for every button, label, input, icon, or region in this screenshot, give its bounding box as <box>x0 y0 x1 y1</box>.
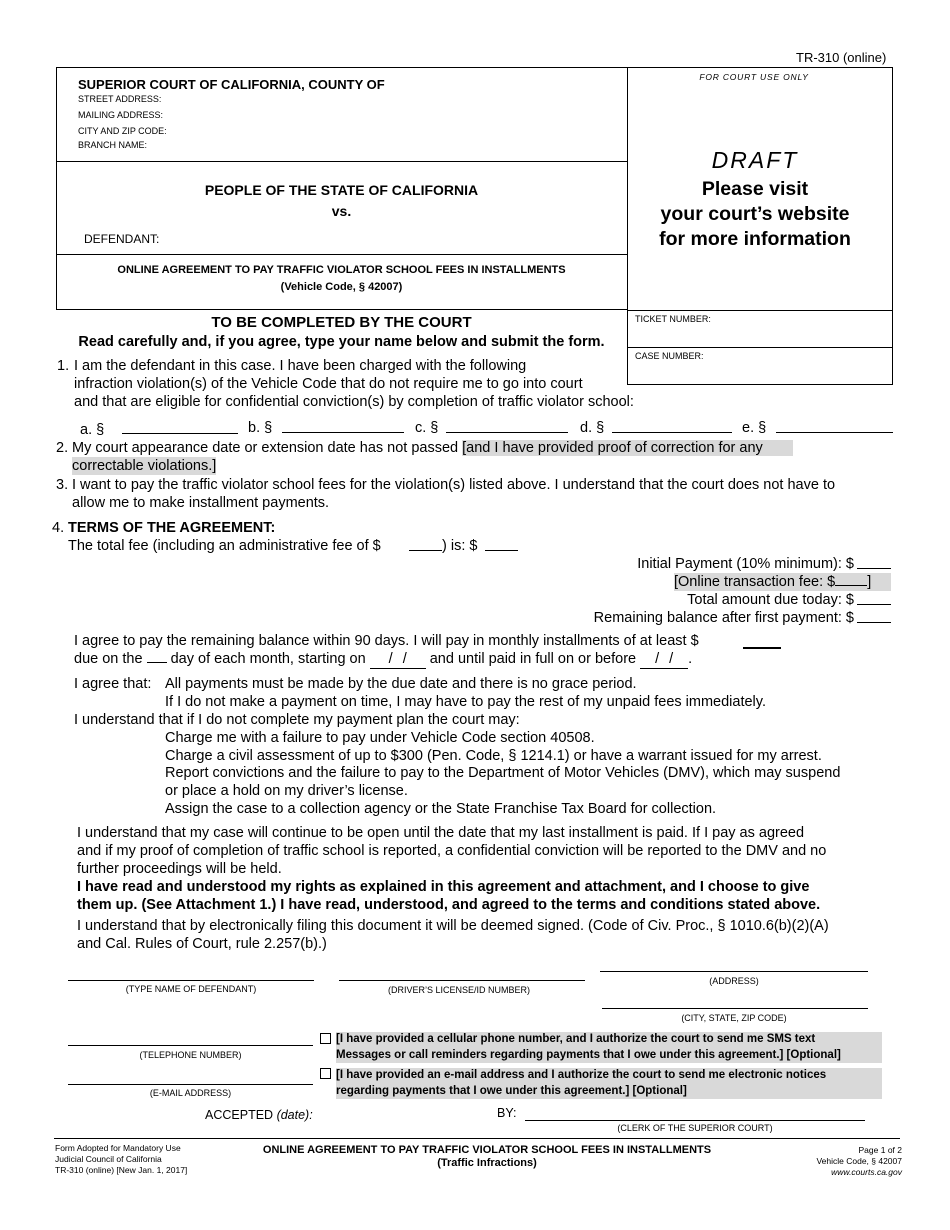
sms-consent-line-2: Messages or call reminders regarding payments that I owe under this agreement.] [Optional] <box>336 1048 841 1061</box>
item-1-number: 1. <box>57 358 70 374</box>
item-3-line-1: I want to pay the traffic violator school fees for the violation(s) listed above. I understand that the court does not have to <box>72 477 836 493</box>
clerk-label: (CLERK OF THE SUPERIOR COURT) <box>617 1123 773 1133</box>
form-title: ONLINE AGREEMENT TO PAY TRAFFIC VIOLATOR SCHOOL FEES IN INSTALLMENTS <box>117 264 566 276</box>
open-case-1: I understand that my case will continue to be open until the date that my last installment is paid. If I pay as agreed <box>77 825 805 841</box>
people-line: PEOPLE OF THE STATE OF CALIFORNIA <box>204 182 479 198</box>
due-day-field[interactable] <box>147 650 167 663</box>
pay-line-2-a: due on the <box>74 651 147 667</box>
item-3-line-2: allow me to make installment payments. <box>72 495 330 511</box>
address-label: (ADDRESS) <box>709 976 759 986</box>
efile-statement-1: I understand that by electronically filing this document it will be deemed signed. (Code of Civ. Proc., § 1010.6(b)(2)(A) <box>77 918 829 934</box>
initial-payment-field[interactable] <box>857 568 891 569</box>
accepted-label <box>205 1108 313 1122</box>
rights-statement-2: them up. (See Attachment 1.) I have read, understood, and agreed to the terms and conditions stated above. <box>77 897 821 913</box>
form-id: TR-310 (online) <box>796 50 887 65</box>
by-label: BY: <box>497 1106 517 1120</box>
telephone-label: (TELEPHONE NUMBER) <box>139 1050 242 1060</box>
total-fee-field[interactable] <box>485 550 518 551</box>
email-consent-line-2: regarding payments that I owe under this agreement.] [Optional] <box>336 1084 687 1097</box>
ticket-number-label: TICKET NUMBER: <box>635 314 711 324</box>
open-case-3: further proceedings will be held. <box>77 861 282 877</box>
branch-name-label: BRANCH NAME: <box>78 140 148 150</box>
footer-right-2: Vehicle Code, § 42007 <box>816 1156 902 1166</box>
read-carefully-instruction: Read carefully and, if you agree, type your name below and submit the form. <box>78 334 605 350</box>
agree-2: If I do not make a payment on time, I may have to pay the rest of my unpaid fees immediately. <box>165 694 766 710</box>
item-2-main: My court appearance date or extension date has not passed <box>72 440 463 456</box>
telephone-field[interactable] <box>68 1045 313 1046</box>
email-consent-line-1: [I have provided an e-mail address and I authorize the court to send me electronic notices <box>336 1069 827 1081</box>
defendant-name-field[interactable] <box>68 980 314 981</box>
email-consent-checkbox[interactable] <box>320 1068 331 1079</box>
violation-e-field[interactable] <box>776 432 893 433</box>
total-fee-text-a: The total fee (including an administrative fee of $ <box>68 538 381 554</box>
violation-e-label: e. § <box>742 420 767 436</box>
may-2: Charge a civil assessment of up to $300 (Pen. Code, § 1214.1) or have a warrant issued for my arrest. <box>165 748 822 764</box>
may-1: Charge me with a failure to pay under Vehicle Code section 40508. <box>165 730 595 746</box>
footer-center-2: (Traffic Infractions) <box>437 1157 537 1169</box>
court-use-label: FOR COURT USE ONLY <box>699 72 809 82</box>
footer-right <box>816 1145 902 1178</box>
may-3b: or place a hold on my driver’s license. <box>165 783 408 799</box>
terms-heading: TERMS OF THE AGREEMENT: <box>68 520 276 536</box>
efile-statement-2: and Cal. Rules of Court, rule 2.257(b).) <box>77 936 327 952</box>
agree-1: All payments must be made by the due date and there is no grace period. <box>165 676 637 692</box>
item-1-line-3: and that are eligible for confidential conviction(s) by completion of traffic violator school: <box>74 394 634 410</box>
agree-that-label: I agree that: <box>74 676 152 692</box>
monthly-installment-field[interactable] <box>743 647 781 649</box>
draft-watermark: DRAFT <box>711 147 799 173</box>
understand-label: I understand that if I do not complete my payment plan the court may: <box>74 712 520 728</box>
start-date-field[interactable]: / / <box>370 650 426 669</box>
drivers-license-field[interactable] <box>339 980 585 981</box>
footer-left <box>55 1143 187 1176</box>
online-fee-row <box>674 573 891 591</box>
footer-rule <box>54 1138 900 1139</box>
footer-right-1: Page 1 of 2 <box>858 1145 902 1155</box>
item-1-line-1: I am the defendant in this case. I have been charged with the following <box>74 358 527 374</box>
online-fee-field[interactable] <box>835 573 867 586</box>
defendant-name-label: (TYPE NAME OF DEFENDANT) <box>125 984 257 994</box>
item-2-optional-2: correctable violations.] <box>72 458 217 474</box>
rights-statement-1: I have read and understood my rights as explained in this agreement and attachment, and I choose to give <box>77 879 810 895</box>
item-2-optional-1: [and I have provided proof of correction for any <box>462 440 793 456</box>
pay-line-2-d: . <box>688 651 693 667</box>
address-field[interactable] <box>600 971 868 972</box>
street-address-label: STREET ADDRESS: <box>78 94 162 104</box>
email-consent-text <box>336 1068 882 1099</box>
city-state-zip-label: (CITY, STATE, ZIP CODE) <box>681 1013 787 1023</box>
footer-center-1: ONLINE AGREEMENT TO PAY TRAFFIC VIOLATOR SCHOOL FEES IN INSTALLMENTS <box>262 1144 712 1156</box>
violation-c-label: c. § <box>415 420 439 436</box>
admin-fee-field[interactable] <box>409 550 442 551</box>
defendant-label: DEFENDANT: <box>84 232 160 246</box>
city-zip-label: CITY AND ZIP CODE: <box>78 126 167 136</box>
violation-d-field[interactable] <box>612 432 732 433</box>
violation-b-field[interactable] <box>282 432 404 433</box>
violation-c-field[interactable] <box>446 432 568 433</box>
end-date-field[interactable]: / / <box>640 650 688 669</box>
email-field[interactable] <box>68 1084 313 1085</box>
online-fee-label: [Online transaction fee: $ <box>674 574 836 590</box>
item-1-line-2: infraction violation(s) of the Vehicle Code that do not require me to go into court <box>74 376 583 392</box>
footer-url-link[interactable]: www.courts.ca.gov <box>831 1167 902 1177</box>
form-code: (Vehicle Code, § 42007) <box>280 281 403 293</box>
sms-consent-text <box>336 1032 882 1063</box>
accepted-date-label: (date): <box>276 1108 313 1122</box>
footer-left-1: Form Adopted for Mandatory Use <box>55 1143 181 1153</box>
item-3-number: 3. <box>56 477 69 493</box>
footer-center <box>210 1144 764 1170</box>
case-number-label: CASE NUMBER: <box>635 351 704 361</box>
item-4-number: 4. <box>52 520 65 536</box>
item-2-number: 2. <box>56 440 69 456</box>
online-fee-close: ] <box>867 574 872 590</box>
vs-label: vs. <box>331 203 352 219</box>
total-fee-text-b: ) is: $ <box>442 538 478 554</box>
violation-b-label: b. § <box>248 420 273 436</box>
remaining-balance-field[interactable] <box>857 622 891 623</box>
footer-left-3: TR-310 (online) [New Jan. 1, 2017] <box>55 1165 188 1175</box>
visit-line-3: for more information <box>659 228 851 250</box>
violation-d-label: d. § <box>580 420 605 436</box>
may-3a: Report convictions and the failure to pay to the Department of Motor Vehicles (DMV), which may suspend <box>165 765 841 781</box>
violation-a-field[interactable] <box>122 433 238 434</box>
visit-line-2: your court’s website <box>660 203 850 225</box>
to-be-completed-heading: TO BE COMPLETED BY THE COURT <box>211 314 472 331</box>
pay-line-2-b: day of each month, starting on <box>166 651 370 667</box>
initial-payment-label: Initial Payment (10% minimum): $ <box>637 556 854 572</box>
total-due-field[interactable] <box>857 604 891 605</box>
item-2-text <box>72 439 793 457</box>
pay-line-1: I agree to pay the remaining balance within 90 days. I will pay in monthly installments of at least $ <box>74 633 699 649</box>
pay-line-2-c: and until paid in full on or before <box>425 651 641 667</box>
open-case-2: and if my proof of completion of traffic school is reported, a confidential conviction will be reported to the DMV and no <box>77 843 827 859</box>
visit-line-1: Please visit <box>701 178 809 200</box>
may-4: Assign the case to a collection agency or the State Franchise Tax Board for collection. <box>165 801 717 817</box>
email-label: (E-MAIL ADDRESS) <box>149 1088 232 1098</box>
sms-consent-line-1: [I have provided a cellular phone number, and I authorize the court to send me SMS text <box>336 1033 816 1045</box>
total-due-label: Total amount due today: $ <box>687 592 854 608</box>
accepted-word: ACCEPTED <box>205 1108 274 1122</box>
footer-left-2: Judicial Council of California <box>55 1154 162 1164</box>
clerk-signature-field[interactable] <box>525 1120 865 1121</box>
court-title: SUPERIOR COURT OF CALIFORNIA, COUNTY OF <box>78 77 385 92</box>
remaining-balance-label: Remaining balance after first payment: $ <box>593 610 854 626</box>
city-state-zip-field[interactable] <box>602 1008 868 1009</box>
violation-a-label: a. § <box>80 422 105 438</box>
pay-line-2 <box>74 650 692 669</box>
mailing-address-label: MAILING ADDRESS: <box>78 110 164 120</box>
drivers-license-label: (DRIVER’S LICENSE/ID NUMBER) <box>387 985 531 995</box>
sms-consent-checkbox[interactable] <box>320 1033 331 1044</box>
